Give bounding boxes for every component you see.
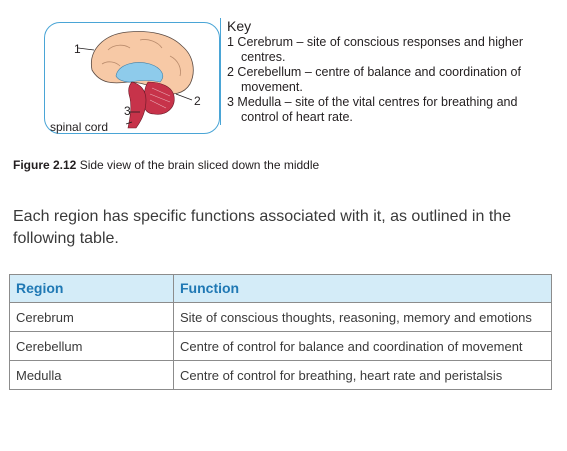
table-header-row (10, 275, 552, 303)
key-item-medulla: 3 Medulla – site of the vital centres for breathing and control of heart rate. (227, 95, 518, 124)
figure-caption (13, 158, 319, 172)
header-function: Function (174, 275, 552, 303)
function-cell: Centre of control for breathing, heart rate and peristalsis (174, 361, 552, 390)
table-row (10, 332, 552, 361)
table-row (10, 303, 552, 332)
key-item-cerebellum: 2 Cerebellum – centre of balance and coordination of movement. (227, 65, 521, 94)
header-region: Region (10, 275, 174, 303)
table-row (10, 361, 552, 390)
region-cell: Cerebellum (10, 332, 174, 361)
callout-1: 1 (74, 42, 81, 56)
region-cell: Cerebrum (10, 303, 174, 332)
region-cell: Medulla (10, 361, 174, 390)
figure-caption-label: Figure 2.12 (13, 158, 77, 172)
key-item-cerebrum: 1 Cerebrum – site of conscious responses and higher centres. (227, 35, 523, 64)
function-cell: Centre of control for balance and coordination of movement (174, 332, 552, 361)
figure-key (220, 18, 550, 125)
callout-3: 3 (124, 104, 131, 118)
brain-illustration (44, 22, 220, 134)
function-cell: Site of conscious thoughts, reasoning, memory and emotions (174, 303, 552, 332)
regions-table (9, 274, 552, 390)
spinal-cord-label: spinal cord (50, 120, 109, 134)
intro-paragraph: Each region has specific functions associated with it, as outlined in the following table. (13, 208, 512, 247)
figure-caption-text: Side view of the brain sliced down the middle (79, 158, 320, 172)
callout-2: 2 (194, 94, 201, 108)
key-title: Key (227, 18, 252, 34)
